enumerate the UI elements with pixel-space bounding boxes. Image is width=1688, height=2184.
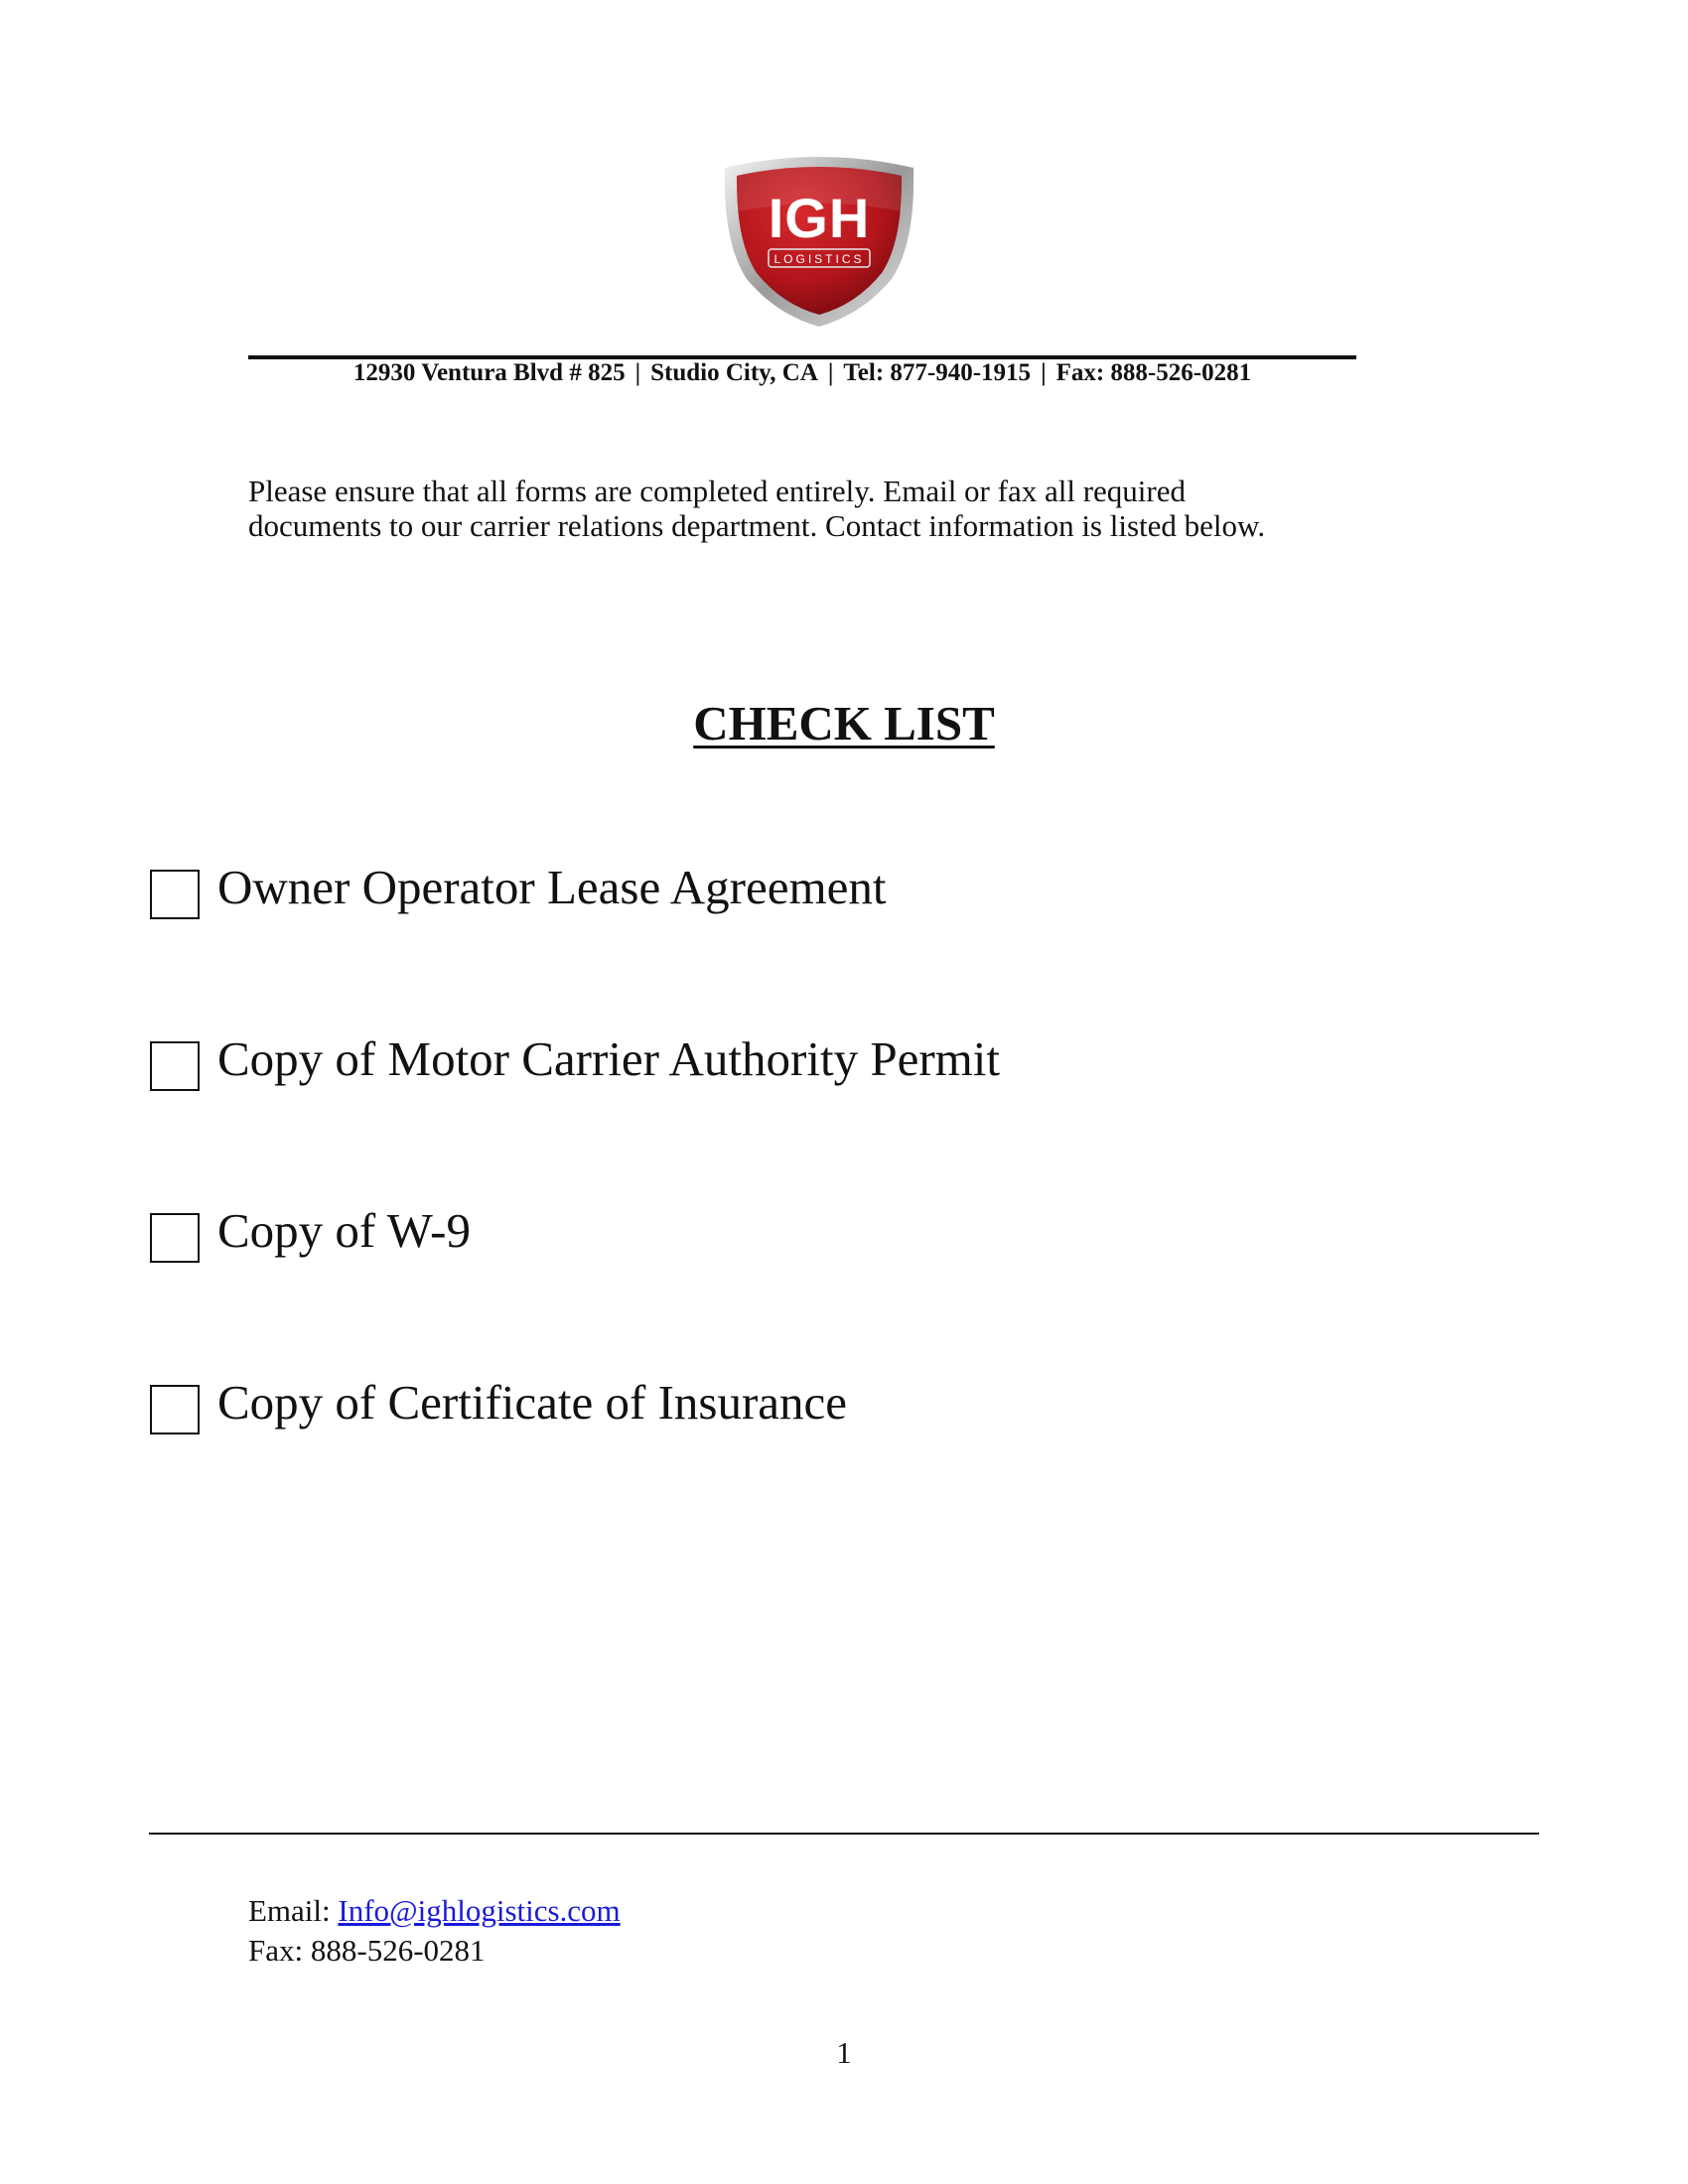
page-title: CHECK LIST bbox=[693, 696, 995, 751]
address-separator: | bbox=[634, 359, 641, 386]
logo-brand: IGH bbox=[768, 187, 871, 249]
address-fax: Fax: 888-526-0281 bbox=[1055, 359, 1252, 386]
email-link[interactable]: Info@ighlogistics.com bbox=[338, 1893, 621, 1928]
fax-label: Fax: bbox=[248, 1933, 311, 1968]
address-separator: | bbox=[827, 359, 834, 386]
page-number: 1 bbox=[836, 2035, 852, 2070]
intro-line-1: Please ensure that all forms are completed entirely. Email or fax all required bbox=[248, 474, 1186, 508]
checklist-item-label: Owner Operator Lease Agreement bbox=[217, 860, 887, 914]
intro-line-2: documents to our carrier relations department. Contact information is listed below. bbox=[248, 508, 1266, 543]
checkbox[interactable] bbox=[150, 1213, 200, 1263]
contact-email-row bbox=[248, 1891, 621, 1931]
checkbox[interactable] bbox=[150, 870, 200, 919]
checklist-item-label: Copy of W-9 bbox=[217, 1203, 471, 1258]
checkbox[interactable] bbox=[150, 1041, 200, 1091]
contact-info bbox=[248, 1891, 621, 1971]
intro-paragraph bbox=[248, 474, 1440, 543]
address-separator: | bbox=[1041, 359, 1047, 386]
checkbox[interactable] bbox=[150, 1385, 200, 1434]
footer-rule bbox=[149, 1833, 1539, 1835]
fax-number: 888-526-0281 bbox=[310, 1933, 486, 1968]
address-street: 12930 Ventura Blvd # 825 bbox=[352, 359, 626, 386]
email-label: Email: bbox=[248, 1893, 339, 1928]
contact-fax-row bbox=[248, 1931, 621, 1971]
address-tel: Tel: 877-940-1915 bbox=[843, 359, 1032, 386]
address-line bbox=[248, 359, 1356, 387]
checklist-item-label: Copy of Certificate of Insurance bbox=[217, 1375, 848, 1430]
address-city: Studio City, CA bbox=[650, 359, 818, 386]
igh-logistics-logo bbox=[717, 152, 921, 329]
logo-tagline: LOGISTICS bbox=[774, 252, 865, 266]
checklist-item-label: Copy of Motor Carrier Authority Permit bbox=[217, 1031, 1000, 1086]
